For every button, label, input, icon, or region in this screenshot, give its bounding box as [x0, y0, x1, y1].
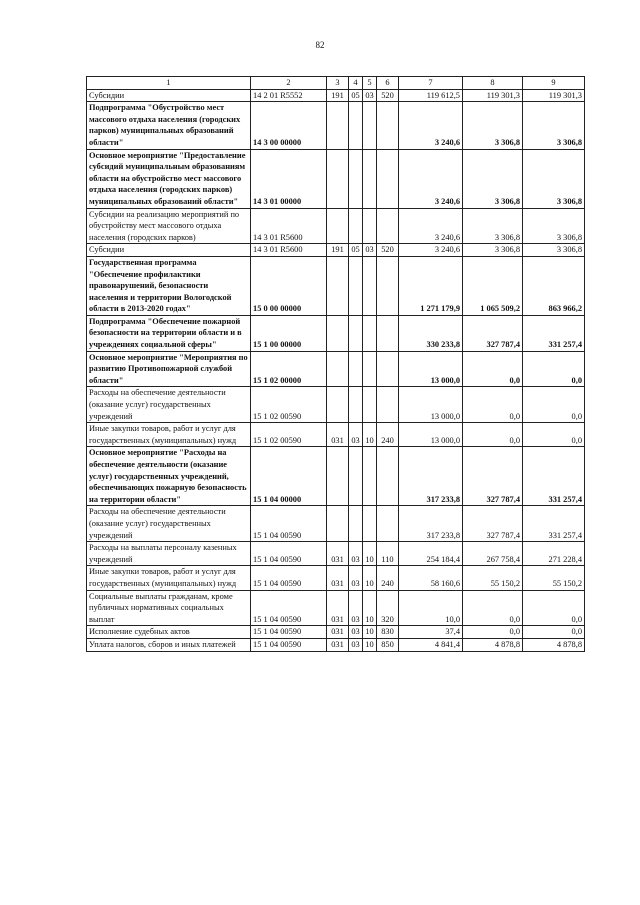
section-code-cell: 05 — [349, 89, 363, 102]
table-row — [87, 626, 585, 639]
amount-col9-cell: 3 306,8 — [523, 149, 585, 208]
section-code-cell: 03 — [349, 423, 363, 447]
amount-col9-cell: 3 306,8 — [523, 244, 585, 257]
department-code-cell: 031 — [327, 590, 349, 626]
amount-col9-cell: 331 257,4 — [523, 506, 585, 542]
subsection-code-cell: 10 — [363, 542, 377, 566]
expense-type-cell: 320 — [377, 590, 399, 626]
item-name-cell: Подпрограмма "Обустройство мест массового отдыха населения (городских парков) муниципальных образований области" — [87, 102, 251, 149]
department-code-cell: 031 — [327, 626, 349, 639]
item-name-cell: Субсидии на реализацию мероприятий по обустройству мест массового отдыха населения (городских парков) — [87, 208, 251, 244]
subsection-code-cell — [363, 102, 377, 149]
target-code-cell: 15 0 00 00000 — [251, 256, 327, 315]
section-code-cell: 03 — [349, 638, 363, 651]
target-code-cell: 15 1 04 00590 — [251, 638, 327, 651]
amount-col7-cell: 3 240,6 — [399, 149, 463, 208]
subsection-code-cell — [363, 315, 377, 351]
amount-col7-cell: 10,0 — [399, 590, 463, 626]
section-code-cell: 05 — [349, 244, 363, 257]
expense-type-cell — [377, 256, 399, 315]
amount-col7-cell: 254 184,4 — [399, 542, 463, 566]
item-name-cell: Расходы на выплаты персоналу казенных учреждений — [87, 542, 251, 566]
column-header: 6 — [377, 77, 399, 90]
table-row — [87, 638, 585, 651]
department-code-cell: 031 — [327, 566, 349, 590]
amount-col9-cell: 0,0 — [523, 626, 585, 639]
section-code-cell — [349, 208, 363, 244]
item-name-cell: Уплата налогов, сборов и иных платежей — [87, 638, 251, 651]
department-code-cell — [327, 506, 349, 542]
target-code-cell: 15 1 02 00000 — [251, 351, 327, 387]
amount-col8-cell: 3 306,8 — [463, 244, 523, 257]
column-header: 9 — [523, 77, 585, 90]
amount-col8-cell: 55 150,2 — [463, 566, 523, 590]
table-row — [87, 244, 585, 257]
table-row — [87, 208, 585, 244]
table-row — [87, 566, 585, 590]
amount-col9-cell: 331 257,4 — [523, 447, 585, 506]
section-code-cell — [349, 315, 363, 351]
department-code-cell: 191 — [327, 89, 349, 102]
table-row — [87, 256, 585, 315]
department-code-cell — [327, 315, 349, 351]
amount-col9-cell: 3 306,8 — [523, 102, 585, 149]
expense-type-cell: 240 — [377, 423, 399, 447]
expense-type-cell — [377, 149, 399, 208]
page-number: 82 — [315, 40, 325, 50]
department-code-cell — [327, 149, 349, 208]
table-row — [87, 315, 585, 351]
table-row — [87, 351, 585, 387]
amount-col8-cell: 327 787,4 — [463, 447, 523, 506]
section-code-cell — [349, 102, 363, 149]
header-row — [87, 77, 585, 90]
amount-col8-cell: 267 758,4 — [463, 542, 523, 566]
amount-col9-cell: 55 150,2 — [523, 566, 585, 590]
amount-col7-cell: 119 612,5 — [399, 89, 463, 102]
expense-type-cell: 520 — [377, 89, 399, 102]
section-code-cell: 03 — [349, 566, 363, 590]
target-code-cell: 15 1 04 00590 — [251, 506, 327, 542]
item-name-cell: Иные закупки товаров, работ и услуг для государственных (муниципальных) нужд — [87, 566, 251, 590]
expense-type-cell — [377, 387, 399, 423]
table-row — [87, 89, 585, 102]
target-code-cell: 15 1 04 00590 — [251, 626, 327, 639]
subsection-code-cell: 10 — [363, 638, 377, 651]
section-code-cell — [349, 506, 363, 542]
amount-col9-cell: 3 306,8 — [523, 208, 585, 244]
subsection-code-cell: 10 — [363, 590, 377, 626]
department-code-cell: 031 — [327, 423, 349, 447]
table-row — [87, 387, 585, 423]
amount-col7-cell: 1 271 179,9 — [399, 256, 463, 315]
department-code-cell — [327, 387, 349, 423]
item-name-cell: Расходы на обеспечение деятельности (оказание услуг) государственных учреждений — [87, 506, 251, 542]
section-code-cell — [349, 387, 363, 423]
amount-col8-cell: 327 787,4 — [463, 506, 523, 542]
item-name-cell: Исполнение судебных актов — [87, 626, 251, 639]
amount-col7-cell: 13 000,0 — [399, 423, 463, 447]
section-code-cell — [349, 256, 363, 315]
subsection-code-cell: 03 — [363, 244, 377, 257]
target-code-cell: 15 1 02 00590 — [251, 423, 327, 447]
amount-col7-cell: 3 240,6 — [399, 244, 463, 257]
amount-col8-cell: 119 301,3 — [463, 89, 523, 102]
amount-col7-cell: 3 240,6 — [399, 208, 463, 244]
table-row — [87, 149, 585, 208]
department-code-cell — [327, 102, 349, 149]
target-code-cell: 15 1 02 00590 — [251, 387, 327, 423]
item-name-cell: Основное мероприятие "Предоставление субсидий муниципальным образованиям области на обустройство мест массового отдыха населения (городских парков) муниципальных образований области" — [87, 149, 251, 208]
section-code-cell — [349, 351, 363, 387]
amount-col9-cell: 0,0 — [523, 351, 585, 387]
amount-col8-cell: 4 878,8 — [463, 638, 523, 651]
amount-col7-cell: 58 160,6 — [399, 566, 463, 590]
table-body — [87, 77, 585, 652]
table-row — [87, 542, 585, 566]
target-code-cell: 15 1 00 00000 — [251, 315, 327, 351]
table-row — [87, 506, 585, 542]
target-code-cell: 14 3 00 00000 — [251, 102, 327, 149]
subsection-code-cell: 10 — [363, 566, 377, 590]
department-code-cell — [327, 256, 349, 315]
amount-col8-cell: 0,0 — [463, 626, 523, 639]
item-name-cell: Субсидии — [87, 89, 251, 102]
expense-type-cell: 520 — [377, 244, 399, 257]
subsection-code-cell: 03 — [363, 89, 377, 102]
expense-type-cell — [377, 506, 399, 542]
amount-col7-cell: 3 240,6 — [399, 102, 463, 149]
department-code-cell — [327, 447, 349, 506]
column-header: 4 — [349, 77, 363, 90]
department-code-cell: 031 — [327, 638, 349, 651]
target-code-cell: 14 3 01 00000 — [251, 149, 327, 208]
subsection-code-cell — [363, 149, 377, 208]
item-name-cell: Основное мероприятие "Мероприятия по развитию Противопожарной службой области" — [87, 351, 251, 387]
subsection-code-cell — [363, 256, 377, 315]
column-header: 2 — [251, 77, 327, 90]
expense-type-cell: 850 — [377, 638, 399, 651]
expense-type-cell: 110 — [377, 542, 399, 566]
item-name-cell: Расходы на обеспечение деятельности (оказание услуг) государственных учреждений — [87, 387, 251, 423]
amount-col8-cell: 1 065 509,2 — [463, 256, 523, 315]
subsection-code-cell — [363, 208, 377, 244]
amount-col8-cell: 327 787,4 — [463, 315, 523, 351]
amount-col9-cell: 119 301,3 — [523, 89, 585, 102]
item-name-cell: Субсидии — [87, 244, 251, 257]
target-code-cell: 14 3 01 R5600 — [251, 244, 327, 257]
table-row — [87, 447, 585, 506]
target-code-cell: 14 3 01 R5600 — [251, 208, 327, 244]
table-row — [87, 590, 585, 626]
amount-col8-cell: 3 306,8 — [463, 102, 523, 149]
expense-type-cell — [377, 351, 399, 387]
section-code-cell: 03 — [349, 542, 363, 566]
expense-type-cell: 830 — [377, 626, 399, 639]
subsection-code-cell — [363, 387, 377, 423]
subsection-code-cell — [363, 447, 377, 506]
section-code-cell: 03 — [349, 626, 363, 639]
column-header: 5 — [363, 77, 377, 90]
expense-type-cell — [377, 102, 399, 149]
amount-col8-cell: 0,0 — [463, 351, 523, 387]
department-code-cell: 191 — [327, 244, 349, 257]
amount-col8-cell: 0,0 — [463, 590, 523, 626]
section-code-cell — [349, 149, 363, 208]
section-code-cell — [349, 447, 363, 506]
target-code-cell: 15 1 04 00590 — [251, 566, 327, 590]
amount-col9-cell: 0,0 — [523, 387, 585, 423]
amount-col9-cell: 0,0 — [523, 423, 585, 447]
target-code-cell: 15 1 04 00000 — [251, 447, 327, 506]
amount-col9-cell: 4 878,8 — [523, 638, 585, 651]
amount-col8-cell: 0,0 — [463, 423, 523, 447]
item-name-cell: Основное мероприятие "Расходы на обеспечение деятельности (оказание услуг) государственных учреждений, обеспечивающих пожарную безопасность на территории области" — [87, 447, 251, 506]
amount-col7-cell: 13 000,0 — [399, 387, 463, 423]
department-code-cell — [327, 351, 349, 387]
amount-col7-cell: 330 233,8 — [399, 315, 463, 351]
amount-col9-cell: 271 228,4 — [523, 542, 585, 566]
amount-col7-cell: 317 233,8 — [399, 506, 463, 542]
amount-col8-cell: 3 306,8 — [463, 149, 523, 208]
item-name-cell: Социальные выплаты гражданам, кроме публичных нормативных социальных выплат — [87, 590, 251, 626]
target-code-cell: 14 2 01 R5552 — [251, 89, 327, 102]
amount-col7-cell: 4 841,4 — [399, 638, 463, 651]
department-code-cell: 031 — [327, 542, 349, 566]
column-header: 7 — [399, 77, 463, 90]
expense-type-cell — [377, 447, 399, 506]
item-name-cell: Подпрограмма "Обеспечение пожарной безопасности на территории области и в учреждениях социальной сферы" — [87, 315, 251, 351]
table-row — [87, 423, 585, 447]
expense-type-cell — [377, 315, 399, 351]
expense-type-cell: 240 — [377, 566, 399, 590]
target-code-cell: 15 1 04 00590 — [251, 590, 327, 626]
table-row — [87, 102, 585, 149]
amount-col7-cell: 317 233,8 — [399, 447, 463, 506]
amount-col9-cell: 863 966,2 — [523, 256, 585, 315]
item-name-cell: Государственная программа "Обеспечение профилактики правонарушений, безопасности населения и территории Вологодской области в 2013-2020 годах" — [87, 256, 251, 315]
section-code-cell: 03 — [349, 590, 363, 626]
amount-col8-cell: 3 306,8 — [463, 208, 523, 244]
subsection-code-cell: 10 — [363, 423, 377, 447]
subsection-code-cell — [363, 506, 377, 542]
amount-col8-cell: 0,0 — [463, 387, 523, 423]
amount-col7-cell: 13 000,0 — [399, 351, 463, 387]
item-name-cell: Иные закупки товаров, работ и услуг для государственных (муниципальных) нужд — [87, 423, 251, 447]
budget-table — [86, 76, 585, 652]
column-header: 3 — [327, 77, 349, 90]
subsection-code-cell: 10 — [363, 626, 377, 639]
amount-col9-cell: 331 257,4 — [523, 315, 585, 351]
amount-col7-cell: 37,4 — [399, 626, 463, 639]
column-header: 1 — [87, 77, 251, 90]
amount-col9-cell: 0,0 — [523, 590, 585, 626]
target-code-cell: 15 1 04 00590 — [251, 542, 327, 566]
column-header: 8 — [463, 77, 523, 90]
department-code-cell — [327, 208, 349, 244]
expense-type-cell — [377, 208, 399, 244]
subsection-code-cell — [363, 351, 377, 387]
